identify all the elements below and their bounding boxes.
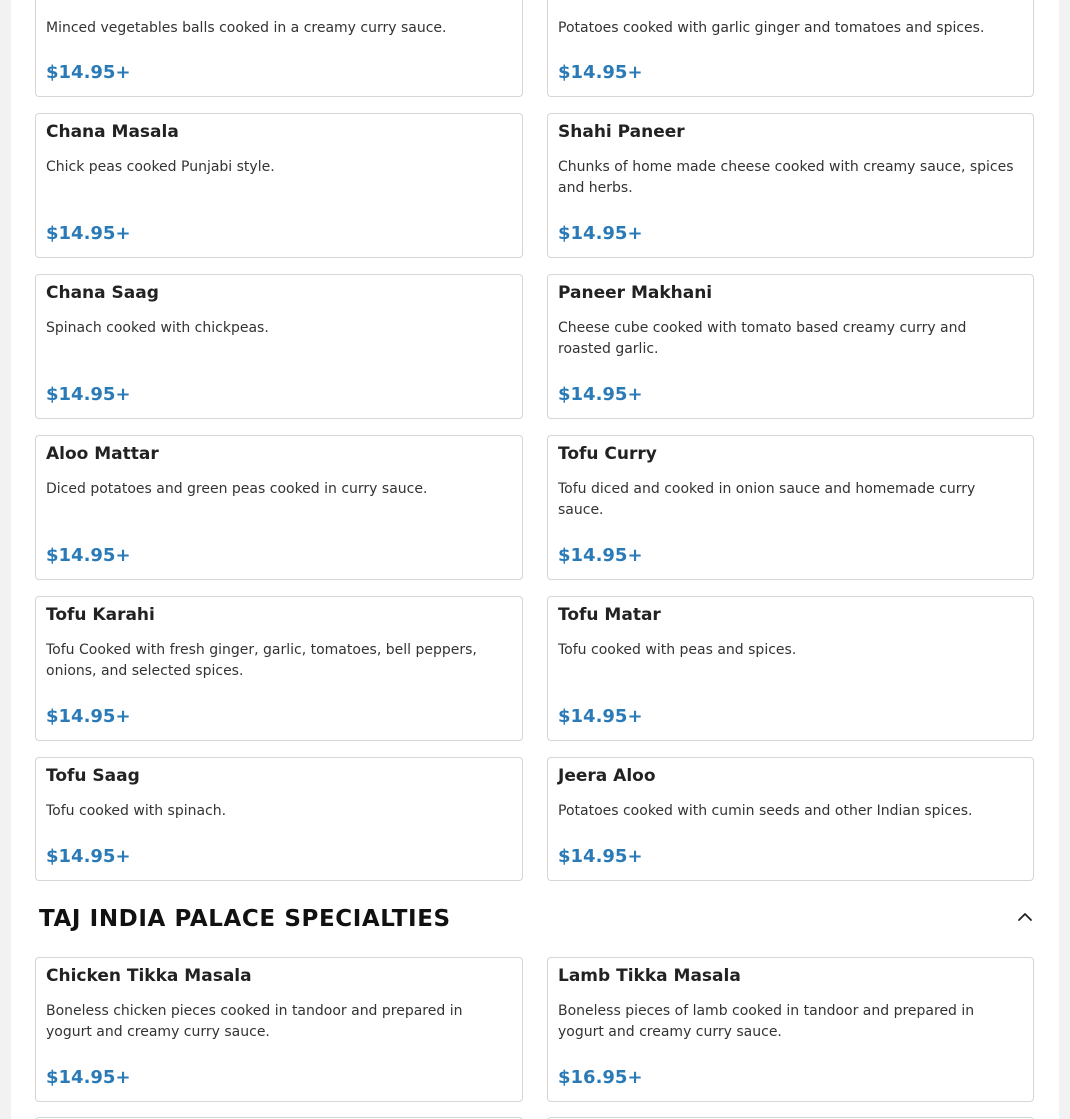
menu-item-card[interactable] [35,113,523,258]
menu-item-card[interactable] [547,0,1034,97]
menu-item-description: Cheese cube cooked with tomato based creamy curry and roasted garlic. [558,320,967,357]
menu-item-description: Tofu diced and cooked in onion sauce and homemade curry sauce. [558,481,976,518]
menu-item-name: Paneer Makhani [558,283,713,303]
menu-item-card[interactable] [35,596,523,741]
menu-item-price: $14.95+ [46,846,131,867]
menu-item-price: $16.95+ [558,1067,643,1088]
menu-item-name: Aloo Mattar [46,444,159,464]
menu-item-card[interactable] [547,274,1034,419]
menu-item-name: Jeera Aloo [558,766,656,786]
menu-item-card[interactable] [35,435,523,580]
menu-item-description: Minced vegetables balls cooked in a creamy curry sauce. [46,20,447,36]
menu-item-description: Boneless pieces of lamb cooked in tandoor and prepared in yogurt and creamy curry sauce. [558,1003,975,1040]
menu-item-description: Tofu cooked with peas and spices. [558,642,797,658]
menu-item-description: Potatoes cooked with cumin seeds and other Indian spices. [558,803,973,819]
menu-item-card[interactable] [35,757,523,881]
menu-item-name: Tofu Curry [558,444,657,464]
menu-item-card[interactable] [35,957,523,1102]
menu-item-price: $14.95+ [558,384,643,405]
menu-item-name: Tofu Matar [558,605,661,625]
menu-item-card[interactable] [547,113,1034,258]
menu-item-name: Chana Masala [46,122,179,142]
menu-item-price: $14.95+ [46,384,131,405]
menu-item-name: Lamb Tikka Masala [558,966,741,986]
menu-item-price: $14.95+ [558,62,643,83]
menu-item-price: $14.95+ [46,1067,131,1088]
menu-item-name: Chana Saag [46,283,159,303]
section-collapse-button[interactable] [1011,903,1039,929]
menu-item-card[interactable] [35,274,523,419]
menu-item-name: Shahi Paneer [558,122,685,142]
menu-item-description: Tofu cooked with spinach. [46,803,227,819]
menu-item-card[interactable] [547,596,1034,741]
menu-item-card[interactable] [35,0,523,97]
menu-item-card[interactable] [547,957,1034,1102]
menu-item-price: $14.95+ [558,846,643,867]
menu-item-card[interactable] [547,435,1034,580]
menu-item-price: $14.95+ [46,223,131,244]
menu-item-price: $14.95+ [46,706,131,727]
menu-page [11,0,1059,1119]
menu-item-description: Chick peas cooked Punjabi style. [46,159,275,175]
menu-item-description: Diced potatoes and green peas cooked in curry sauce. [46,481,428,497]
menu-item-price: $14.95+ [558,223,643,244]
menu-item-price: $14.95+ [558,545,643,566]
section-title: TAJ INDIA PALACE SPECIALTIES [39,906,451,932]
menu-item-description: Tofu Cooked with fresh ginger, garlic, tomatoes, bell peppers, onions, and selected spices. [46,642,477,679]
menu-item-description: Boneless chicken pieces cooked in tandoor and prepared in yogurt and creamy curry sauce. [46,1003,463,1040]
menu-item-price: $14.95+ [46,545,131,566]
menu-item-card[interactable] [547,757,1034,881]
menu-item-name: Tofu Saag [46,766,140,786]
menu-item-price: $14.95+ [558,706,643,727]
menu-item-description: Chunks of home made cheese cooked with creamy sauce, spices and herbs. [558,159,1014,196]
menu-item-price: $14.95+ [46,62,131,83]
menu-item-name: Chicken Tikka Masala [46,966,252,986]
menu-item-name: Tofu Karahi [46,605,155,625]
menu-item-description: Spinach cooked with chickpeas. [46,320,269,336]
menu-item-description: Potatoes cooked with garlic ginger and tomatoes and spices. [558,20,985,36]
chevron-up-icon [1017,910,1033,922]
